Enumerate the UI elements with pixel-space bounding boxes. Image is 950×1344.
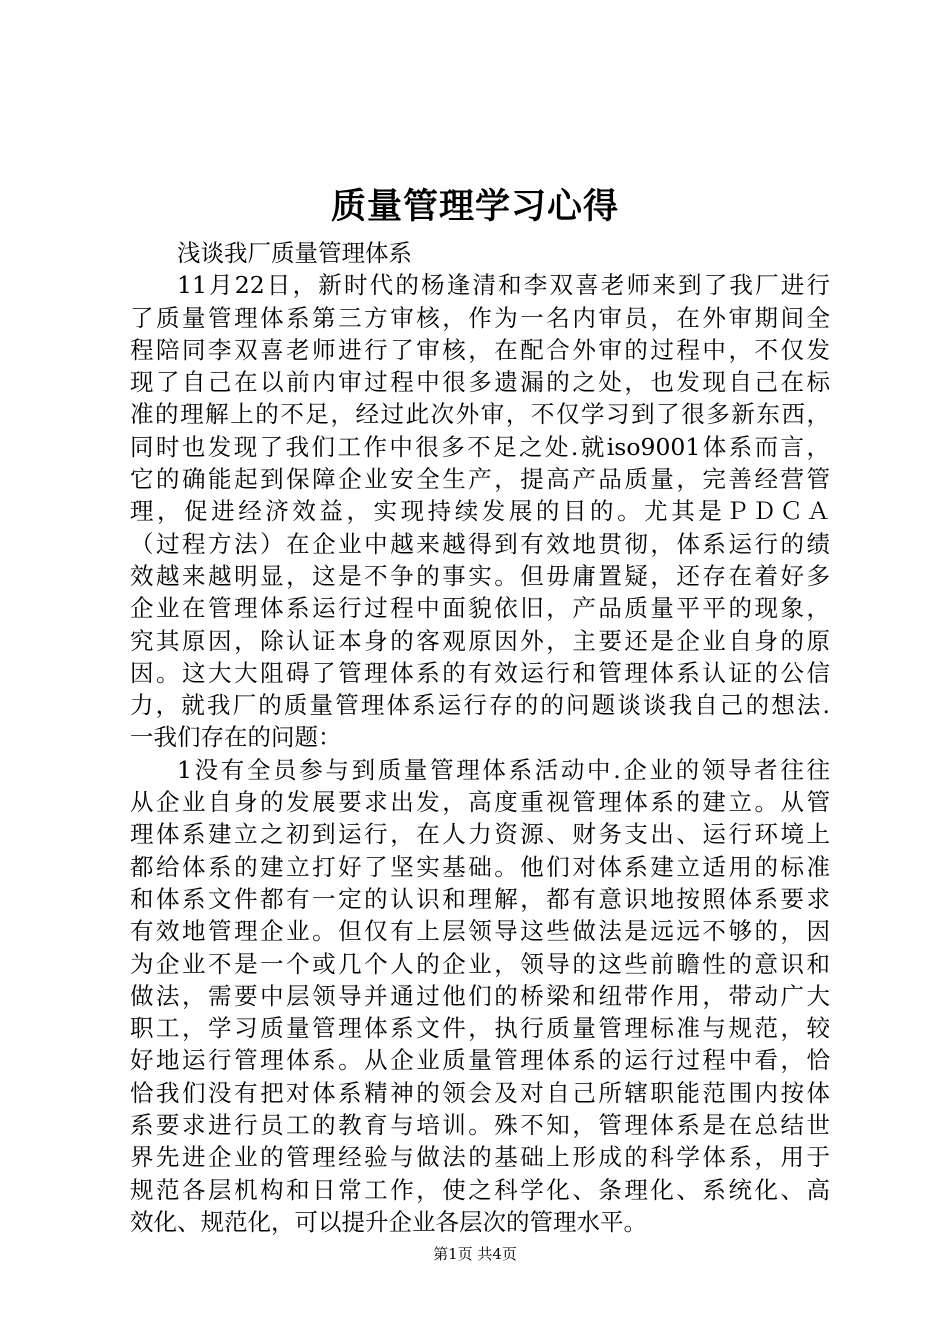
body-line: 好地运行管理体系。从企业质量管理体系的运行过程中看，恰 bbox=[130, 1046, 830, 1075]
body-line: 浅谈我厂质量管理体系 bbox=[177, 239, 412, 267]
body-line: 究其原因，除认证本身的客观原因外，主要还是企业自身的原 bbox=[130, 626, 830, 655]
body-line: （过程方法）在企业中越来越得到有效地贯彻，体系运行的绩 bbox=[130, 529, 830, 558]
body-line: 界先进企业的管理经验与做法的基础上形成的科学体系，用于 bbox=[130, 1143, 830, 1172]
body-line: 它的确能起到保障企业安全生产，提高产品质量，完善经营管 bbox=[130, 465, 830, 494]
body-line: 效越来越明显，这是不争的事实。但毋庸置疑，还存在着好多 bbox=[130, 561, 830, 590]
body-line: 力，就我厂的质量管理体系运行存的的问题谈谈我自己的想法. bbox=[130, 691, 830, 720]
body-line: 了质量管理体系第三方审核，作为一名内审员，在外审期间全 bbox=[130, 303, 830, 332]
body-line: 准的理解上的不足，经过此次外审，不仅学习到了很多新东西， bbox=[130, 400, 830, 429]
body-line: 一我们存在的问题： bbox=[130, 723, 342, 752]
body-line: 1没有全员参与到质量管理体系活动中.企业的领导者往往 bbox=[177, 755, 830, 784]
body-line: 企业在管理体系运行过程中面貌依旧，产品质量平平的现象， bbox=[130, 594, 830, 623]
body-line: 程陪同李双喜老师进行了审核，在配合外审的过程中，不仅发 bbox=[130, 335, 830, 364]
body-line: 系要求进行员工的教育与培训。殊不知，管理体系是在总结世 bbox=[130, 1111, 830, 1140]
body-line: 为企业不是一个或几个人的企业，领导的这些前瞻性的意识和 bbox=[130, 949, 830, 978]
document-body bbox=[130, 237, 830, 1238]
body-line: 职工，学习质量管理体系文件，执行质量管理标准与规范，较 bbox=[130, 1014, 830, 1043]
body-line: 规范各层机构和日常工作，使之科学化、条理化、系统化、高 bbox=[130, 1175, 830, 1204]
body-line: 11月22日，新时代的杨逢清和李双喜老师来到了我厂进行 bbox=[177, 271, 830, 300]
document-title: 质量管理学习心得 bbox=[330, 186, 619, 227]
body-line: 和体系文件都有一定的认识和理解，都有意识地按照体系要求 bbox=[130, 884, 830, 913]
page-footer: 第1页 共4页 bbox=[433, 1245, 517, 1263]
body-line: 做法，需要中层领导并通过他们的桥梁和纽带作用，带动广大 bbox=[130, 981, 830, 1010]
body-line: 恰我们没有把对体系精神的领会及对自己所辖职能范围内按体 bbox=[130, 1078, 830, 1107]
body-line: 都给体系的建立打好了坚实基础。他们对体系建立适用的标准 bbox=[130, 852, 830, 881]
body-line: 有效地管理企业。但仅有上层领导这些做法是远远不够的，因 bbox=[130, 917, 830, 946]
body-line: 效化、规范化，可以提升企业各层次的管理水平。 bbox=[130, 1207, 647, 1236]
body-line: 理，促进经济效益，实现持续发展的目的。尤其是ＰＤＣＡ bbox=[130, 497, 830, 526]
body-line: 从企业自身的发展要求出发，高度重视管理体系的建立。从管 bbox=[130, 788, 830, 817]
body-line: 同时也发现了我们工作中很多不足之处.就iso9001体系而言， bbox=[130, 432, 830, 461]
body-line: 现了自己在以前内审过程中很多遗漏的之处，也发现自己在标 bbox=[130, 368, 830, 397]
body-line: 因。这大大阻碍了管理体系的有效运行和管理体系认证的公信 bbox=[130, 658, 830, 687]
body-line: 理体系建立之初到运行，在人力资源、财务支出、运行环境上 bbox=[130, 820, 830, 849]
